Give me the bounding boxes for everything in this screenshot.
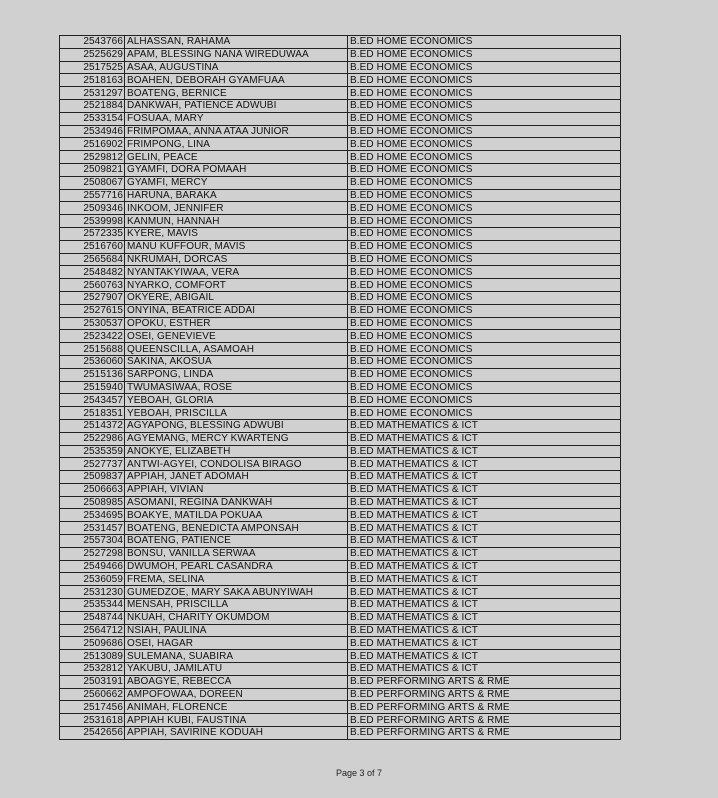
student-id-cell: 2525629 (60, 48, 125, 61)
table-row (60, 586, 621, 599)
student-id-cell: 2506663 (60, 483, 125, 496)
student-id-cell: 2531618 (60, 714, 125, 727)
programme-cell: B.ED HOME ECONOMICS (348, 74, 621, 87)
student-id-cell: 2508985 (60, 496, 125, 509)
student-id-cell: 2531230 (60, 586, 125, 599)
programme-cell: B.ED MATHEMATICS & ICT (348, 663, 621, 676)
student-name-cell: ALHASSAN, RAHAMA (125, 36, 348, 49)
table-row (60, 483, 621, 496)
student-id-cell: 2530537 (60, 317, 125, 330)
student-id-cell: 2536059 (60, 573, 125, 586)
programme-cell: B.ED MATHEMATICS & ICT (348, 432, 621, 445)
student-name-cell: ANOKYE, ELIZABETH (125, 445, 348, 458)
student-name-cell: YEBOAH, GLORIA (125, 394, 348, 407)
student-id-cell: 2532812 (60, 663, 125, 676)
student-id-cell: 2533154 (60, 112, 125, 125)
student-id-cell: 2508067 (60, 176, 125, 189)
table-row (60, 151, 621, 164)
table-row (60, 701, 621, 714)
table-row (60, 176, 621, 189)
table-row (60, 624, 621, 637)
table-row (60, 688, 621, 701)
table-row (60, 407, 621, 420)
table-row (60, 727, 621, 740)
student-name-cell: BOATENG, PATIENCE (125, 535, 348, 548)
student-name-cell: DWUMOH, PEARL CASANDRA (125, 560, 348, 573)
student-id-cell: 2523422 (60, 330, 125, 343)
student-id-cell: 2516760 (60, 240, 125, 253)
student-name-cell: NSIAH, PAULINA (125, 624, 348, 637)
table-row (60, 714, 621, 727)
table-row (60, 87, 621, 100)
table-row (60, 368, 621, 381)
programme-cell: B.ED HOME ECONOMICS (348, 163, 621, 176)
programme-cell: B.ED HOME ECONOMICS (348, 368, 621, 381)
student-name-cell: MENSAH, PRISCILLA (125, 599, 348, 612)
student-id-cell: 2564712 (60, 624, 125, 637)
student-id-cell: 2509686 (60, 637, 125, 650)
student-name-cell: YEBOAH, PRISCILLA (125, 407, 348, 420)
student-id-cell: 2543457 (60, 394, 125, 407)
programme-cell: B.ED MATHEMATICS & ICT (348, 560, 621, 573)
programme-cell: B.ED MATHEMATICS & ICT (348, 637, 621, 650)
student-id-cell: 2514372 (60, 419, 125, 432)
table-row (60, 432, 621, 445)
student-name-cell: BONSU, VANILLA SERWAA (125, 547, 348, 560)
student-name-cell: GYAMFI, MERCY (125, 176, 348, 189)
programme-cell: B.ED HOME ECONOMICS (348, 61, 621, 74)
table-row (60, 189, 621, 202)
table-row (60, 419, 621, 432)
table-row (60, 394, 621, 407)
student-id-cell: 2509837 (60, 471, 125, 484)
programme-cell: B.ED PERFORMING ARTS & RME (348, 701, 621, 714)
student-name-cell: MANU KUFFOUR, MAVIS (125, 240, 348, 253)
student-id-cell: 2536060 (60, 355, 125, 368)
student-id-cell: 2513089 (60, 650, 125, 663)
programme-cell: B.ED HOME ECONOMICS (348, 138, 621, 151)
table-row (60, 471, 621, 484)
student-id-cell: 2529812 (60, 151, 125, 164)
student-id-cell: 2527298 (60, 547, 125, 560)
student-id-cell: 2516902 (60, 138, 125, 151)
programme-cell: B.ED PERFORMING ARTS & RME (348, 675, 621, 688)
table-body (60, 36, 621, 740)
programme-cell: B.ED MATHEMATICS & ICT (348, 522, 621, 535)
table-row (60, 573, 621, 586)
programme-cell: B.ED MATHEMATICS & ICT (348, 445, 621, 458)
programme-cell: B.ED HOME ECONOMICS (348, 355, 621, 368)
table-row (60, 535, 621, 548)
programme-cell: B.ED HOME ECONOMICS (348, 317, 621, 330)
programme-cell: B.ED HOME ECONOMICS (348, 381, 621, 394)
programme-cell: B.ED MATHEMATICS & ICT (348, 586, 621, 599)
student-name-cell: FOSUAA, MARY (125, 112, 348, 125)
student-id-cell: 2560662 (60, 688, 125, 701)
programme-cell: B.ED MATHEMATICS & ICT (348, 624, 621, 637)
programme-cell: B.ED HOME ECONOMICS (348, 227, 621, 240)
student-id-cell: 2503191 (60, 675, 125, 688)
student-id-cell: 2527615 (60, 304, 125, 317)
student-name-cell: AGYEMANG, MERCY KWARTENG (125, 432, 348, 445)
student-name-cell: TWUMASIWAA, ROSE (125, 381, 348, 394)
student-name-cell: OPOKU, ESTHER (125, 317, 348, 330)
programme-cell: B.ED HOME ECONOMICS (348, 189, 621, 202)
programme-cell: B.ED HOME ECONOMICS (348, 240, 621, 253)
student-name-cell: OSEI, GENEVIEVE (125, 330, 348, 343)
student-name-cell: NKUAH, CHARITY OKUMDOM (125, 611, 348, 624)
table-row (60, 304, 621, 317)
table-row (60, 138, 621, 151)
student-name-cell: ASOMANI, REGINA DANKWAH (125, 496, 348, 509)
student-name-cell: ABOAGYE, REBECCA (125, 675, 348, 688)
table-row (60, 343, 621, 356)
table-row (60, 675, 621, 688)
programme-cell: B.ED HOME ECONOMICS (348, 330, 621, 343)
table-row (60, 99, 621, 112)
student-id-cell: 2518351 (60, 407, 125, 420)
student-name-cell: DANKWAH, PATIENCE ADWUBI (125, 99, 348, 112)
programme-cell: B.ED HOME ECONOMICS (348, 151, 621, 164)
student-name-cell: HARUNA, BARAKA (125, 189, 348, 202)
programme-cell: B.ED PERFORMING ARTS & RME (348, 688, 621, 701)
programme-cell: B.ED PERFORMING ARTS & RME (348, 714, 621, 727)
programme-cell: B.ED MATHEMATICS & ICT (348, 599, 621, 612)
student-id-cell: 2521884 (60, 99, 125, 112)
table-row (60, 637, 621, 650)
programme-cell: B.ED HOME ECONOMICS (348, 125, 621, 138)
programme-cell: B.ED HOME ECONOMICS (348, 253, 621, 266)
table-row (60, 560, 621, 573)
student-name-cell: BOATENG, BENEDICTA AMPONSAH (125, 522, 348, 535)
programme-cell: B.ED HOME ECONOMICS (348, 112, 621, 125)
programme-cell: B.ED MATHEMATICS & ICT (348, 483, 621, 496)
student-id-cell: 2534695 (60, 509, 125, 522)
student-id-cell: 2548482 (60, 266, 125, 279)
table-row (60, 227, 621, 240)
student-id-cell: 2539998 (60, 215, 125, 228)
table-row (60, 611, 621, 624)
table-row (60, 279, 621, 292)
student-name-cell: FRIMPOMAA, ANNA ATAA JUNIOR (125, 125, 348, 138)
table-row (60, 74, 621, 87)
student-id-cell: 2531297 (60, 87, 125, 100)
programme-cell: B.ED HOME ECONOMICS (348, 266, 621, 279)
student-name-cell: INKOOM, JENNIFER (125, 202, 348, 215)
table-row (60, 163, 621, 176)
programme-cell: B.ED MATHEMATICS & ICT (348, 458, 621, 471)
student-name-cell: GELIN, PEACE (125, 151, 348, 164)
student-name-cell: NYANTAKYIWAA, VERA (125, 266, 348, 279)
programme-cell: B.ED MATHEMATICS & ICT (348, 573, 621, 586)
programme-cell: B.ED PERFORMING ARTS & RME (348, 727, 621, 740)
student-name-cell: APAM, BLESSING NANA WIREDUWAA (125, 48, 348, 61)
student-id-cell: 2535359 (60, 445, 125, 458)
table-row (60, 355, 621, 368)
table-row (60, 125, 621, 138)
student-id-cell: 2515136 (60, 368, 125, 381)
table-row (60, 445, 621, 458)
student-name-cell: OKYERE, ABIGAIL (125, 291, 348, 304)
student-id-cell: 2543766 (60, 36, 125, 49)
student-name-cell: GYAMFI, DORA POMAAH (125, 163, 348, 176)
programme-cell: B.ED HOME ECONOMICS (348, 215, 621, 228)
student-name-cell: APPIAH, JANET ADOMAH (125, 471, 348, 484)
student-name-cell: AMPOFOWAA, DOREEN (125, 688, 348, 701)
student-name-cell: SARPONG, LINDA (125, 368, 348, 381)
programme-cell: B.ED HOME ECONOMICS (348, 407, 621, 420)
table-row (60, 330, 621, 343)
table-row (60, 317, 621, 330)
table-row (60, 547, 621, 560)
student-name-cell: QUEENSCILLA, ASAMOAH (125, 343, 348, 356)
programme-cell: B.ED MATHEMATICS & ICT (348, 471, 621, 484)
student-name-cell: AGYAPONG, BLESSING ADWUBI (125, 419, 348, 432)
programme-cell: B.ED HOME ECONOMICS (348, 279, 621, 292)
programme-cell: B.ED HOME ECONOMICS (348, 343, 621, 356)
student-name-cell: OSEI, HAGAR (125, 637, 348, 650)
table-row (60, 215, 621, 228)
student-id-cell: 2565684 (60, 253, 125, 266)
student-id-cell: 2517525 (60, 61, 125, 74)
table-row (60, 496, 621, 509)
student-name-cell: ANIMAH, FLORENCE (125, 701, 348, 714)
student-name-cell: BOAHEN, DEBORAH GYAMFUAA (125, 74, 348, 87)
page-number: Page 3 of 7 (335, 768, 383, 778)
student-id-cell: 2515688 (60, 343, 125, 356)
table-row (60, 266, 621, 279)
student-id-cell: 2548744 (60, 611, 125, 624)
student-name-cell: APPIAH, SAVIRINE KODUAH (125, 727, 348, 740)
table-row (60, 253, 621, 266)
student-id-cell: 2549466 (60, 560, 125, 573)
table-row (60, 202, 621, 215)
table-row (60, 61, 621, 74)
student-id-cell: 2542656 (60, 727, 125, 740)
programme-cell: B.ED MATHEMATICS & ICT (348, 496, 621, 509)
table-row (60, 663, 621, 676)
student-id-cell: 2560763 (60, 279, 125, 292)
student-id-cell: 2527907 (60, 291, 125, 304)
student-id-cell: 2522986 (60, 432, 125, 445)
programme-cell: B.ED MATHEMATICS & ICT (348, 419, 621, 432)
table-row (60, 291, 621, 304)
student-name-cell: ASAA, AUGUSTINA (125, 61, 348, 74)
programme-cell: B.ED MATHEMATICS & ICT (348, 547, 621, 560)
student-name-cell: GUMEDZOE, MARY SAKA ABUNYIWAH (125, 586, 348, 599)
student-id-cell: 2531457 (60, 522, 125, 535)
student-name-cell: NKRUMAH, DORCAS (125, 253, 348, 266)
table-row (60, 458, 621, 471)
student-id-cell: 2557304 (60, 535, 125, 548)
student-id-cell: 2527737 (60, 458, 125, 471)
student-name-cell: APPIAH KUBI, FAUSTINA (125, 714, 348, 727)
student-name-cell: ANTWI-AGYEI, CONDOLISA BIRAGO (125, 458, 348, 471)
student-name-cell: YAKUBU, JAMILATU (125, 663, 348, 676)
table-row (60, 650, 621, 663)
student-name-cell: FREMA, SELINA (125, 573, 348, 586)
student-name-cell: BOATENG, BERNICE (125, 87, 348, 100)
programme-cell: B.ED HOME ECONOMICS (348, 36, 621, 49)
programme-cell: B.ED HOME ECONOMICS (348, 99, 621, 112)
programme-cell: B.ED HOME ECONOMICS (348, 394, 621, 407)
student-name-cell: SULEMANA, SUABIRA (125, 650, 348, 663)
student-id-cell: 2509821 (60, 163, 125, 176)
table-row (60, 112, 621, 125)
student-id-cell: 2557716 (60, 189, 125, 202)
table-row (60, 240, 621, 253)
student-id-cell: 2572335 (60, 227, 125, 240)
programme-cell: B.ED HOME ECONOMICS (348, 48, 621, 61)
table-row (60, 48, 621, 61)
programme-cell: B.ED MATHEMATICS & ICT (348, 535, 621, 548)
table-row (60, 381, 621, 394)
programme-cell: B.ED HOME ECONOMICS (348, 87, 621, 100)
table-row (60, 522, 621, 535)
programme-cell: B.ED MATHEMATICS & ICT (348, 611, 621, 624)
student-name-cell: APPIAH, VIVIAN (125, 483, 348, 496)
table-row (60, 509, 621, 522)
student-name-cell: ONYINA, BEATRICE ADDAI (125, 304, 348, 317)
student-id-cell: 2518163 (60, 74, 125, 87)
student-name-cell: BOAKYE, MATILDA POKUAA (125, 509, 348, 522)
student-name-cell: NYARKO, COMFORT (125, 279, 348, 292)
student-name-cell: KYERE, MAVIS (125, 227, 348, 240)
student-id-cell: 2535344 (60, 599, 125, 612)
student-name-cell: SAKINA, AKOSUA (125, 355, 348, 368)
student-name-cell: KANMUN, HANNAH (125, 215, 348, 228)
table-row (60, 599, 621, 612)
programme-cell: B.ED HOME ECONOMICS (348, 176, 621, 189)
student-id-cell: 2515940 (60, 381, 125, 394)
programme-cell: B.ED MATHEMATICS & ICT (348, 509, 621, 522)
student-id-cell: 2509346 (60, 202, 125, 215)
table-row (60, 36, 621, 49)
programme-cell: B.ED HOME ECONOMICS (348, 304, 621, 317)
programme-cell: B.ED HOME ECONOMICS (348, 291, 621, 304)
student-id-cell: 2517456 (60, 701, 125, 714)
student-id-cell: 2534946 (60, 125, 125, 138)
admission-list-table (59, 35, 621, 740)
programme-cell: B.ED HOME ECONOMICS (348, 202, 621, 215)
programme-cell: B.ED MATHEMATICS & ICT (348, 650, 621, 663)
student-name-cell: FRIMPONG, LINA (125, 138, 348, 151)
